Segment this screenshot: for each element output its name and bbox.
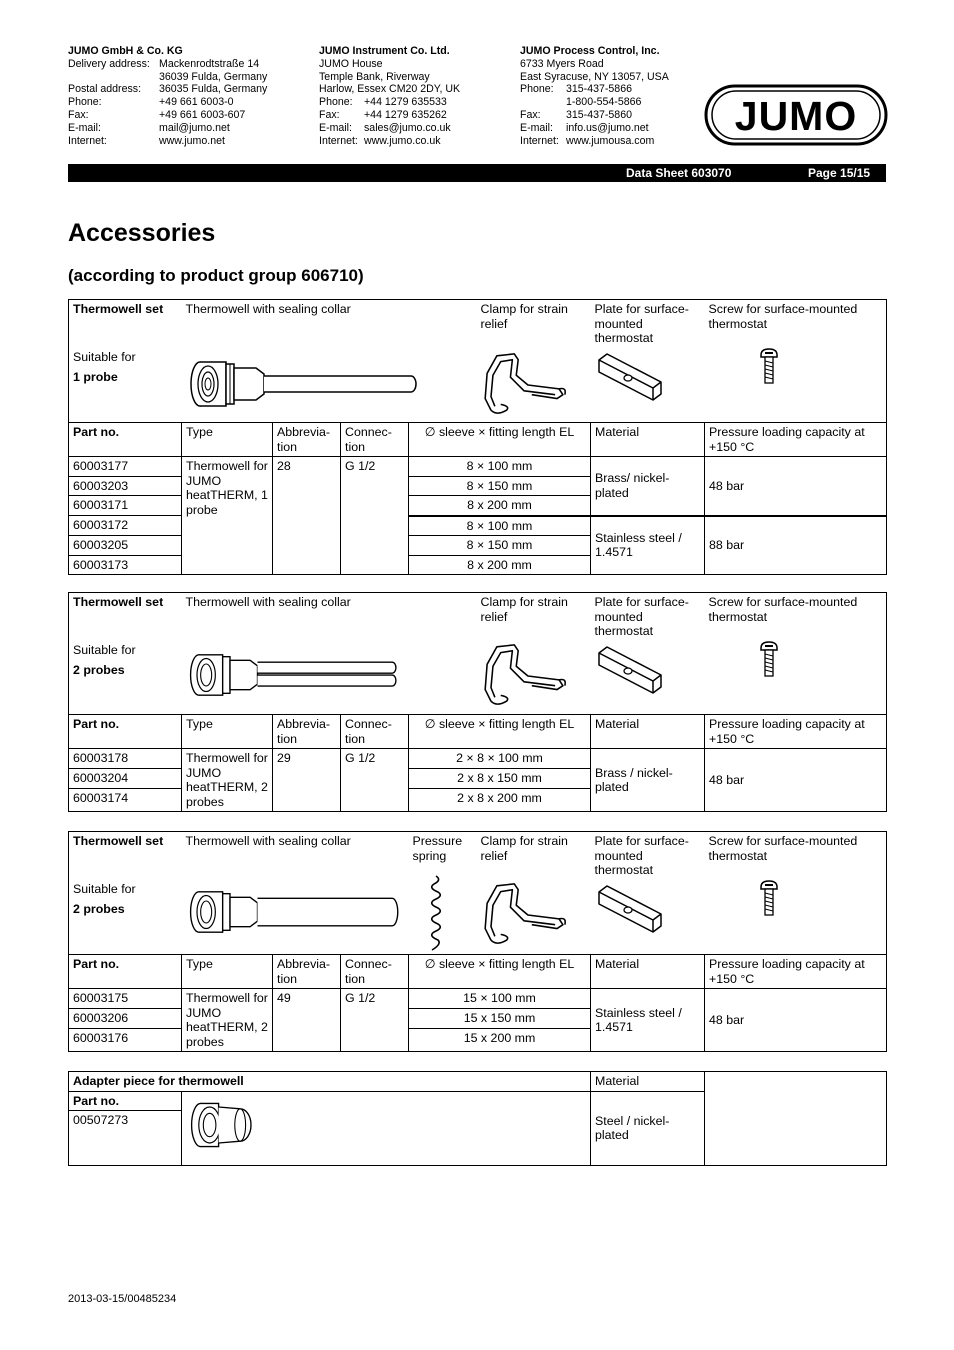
contact-value: +49 661 6003-0 bbox=[159, 96, 234, 109]
material-value: Stainless steel / 1.4571 bbox=[591, 989, 705, 1052]
plate-label: Plate for surface-mounted thermostat bbox=[594, 595, 689, 638]
contact-label: Internet: bbox=[520, 134, 559, 147]
clamp-icon bbox=[481, 350, 569, 418]
thermowell-set-label: Thermowell set bbox=[73, 302, 164, 316]
screw-label: Screw for surface-mounted thermostat bbox=[708, 595, 858, 624]
contact-value: www.jumo.co.uk bbox=[364, 134, 441, 147]
contact-value: www.jumo.net bbox=[159, 134, 225, 147]
screw-cell bbox=[705, 832, 887, 955]
col-pressure: Pressure loading capacity at +150 °C bbox=[705, 715, 887, 749]
screw-label: Screw for surface-mounted thermostat bbox=[708, 834, 858, 863]
col-material: Material bbox=[591, 955, 705, 989]
empty-cell bbox=[705, 1072, 887, 1166]
thermowell-table-2-probes-spring bbox=[68, 831, 887, 1052]
pressure-value: 48 bar bbox=[705, 457, 887, 516]
part-number: 60003177 bbox=[69, 457, 182, 477]
contact-value: 315-437-5860 bbox=[566, 108, 632, 121]
clamp-label: Clamp for strain relief bbox=[480, 302, 568, 331]
part-number: 00507273 bbox=[69, 1111, 182, 1166]
material-value: Steel / nickel-plated bbox=[591, 1091, 705, 1166]
page-title: Accessories bbox=[68, 219, 216, 247]
contact-row bbox=[520, 83, 710, 96]
column-header-row bbox=[69, 955, 887, 989]
contact-value: 36039 Fulda, Germany bbox=[159, 70, 268, 83]
contact-row bbox=[68, 58, 298, 71]
dimension: 15 × 100 mm bbox=[409, 989, 591, 1009]
col-abbreviation: Abbrevia-tion bbox=[273, 423, 341, 457]
address-line: Temple Bank, Riverway bbox=[319, 70, 430, 83]
thermowell-double-icon bbox=[186, 645, 406, 705]
plate-icon bbox=[595, 352, 665, 402]
contact-value: +44 1279 635533 bbox=[364, 96, 447, 109]
col-material: Material bbox=[591, 423, 705, 457]
thermowell-set-label: Thermowell set bbox=[73, 595, 164, 609]
col-type: Type bbox=[182, 955, 273, 989]
contact-row bbox=[319, 109, 519, 122]
page-subtitle: (according to product group 606710) bbox=[68, 266, 364, 285]
contact-label: E-mail: bbox=[520, 121, 553, 134]
col-connection: Connec-tion bbox=[341, 955, 409, 989]
part-number: 60003172 bbox=[69, 516, 182, 536]
column-header-row bbox=[69, 423, 887, 457]
logo-text: JUMO bbox=[734, 93, 858, 139]
contact-row bbox=[68, 71, 298, 84]
material-label: Material bbox=[591, 1072, 705, 1092]
material-value: Stainless steel / 1.4571 bbox=[591, 516, 705, 575]
thermowell-table-1-probe bbox=[68, 299, 887, 575]
plate-icon bbox=[595, 884, 665, 934]
contact-row bbox=[68, 96, 298, 109]
contact-row bbox=[520, 109, 710, 122]
thermowell-image-cell bbox=[182, 300, 591, 423]
screw-icon bbox=[759, 879, 779, 919]
contact-row bbox=[319, 122, 519, 135]
contact-value: +49 661 6003-607 bbox=[159, 108, 246, 121]
abbr-value: 28 bbox=[273, 457, 341, 575]
contact-label: Internet: bbox=[68, 134, 107, 147]
material-value: Brass / nickel-plated bbox=[591, 749, 705, 812]
company-name: JUMO GmbH & Co. KG bbox=[68, 45, 183, 57]
contact-label: Postal address: bbox=[68, 83, 142, 96]
col-type: Type bbox=[182, 423, 273, 457]
address-line: Harlow, Essex CM20 2DY, UK bbox=[319, 83, 461, 96]
company-name: JUMO Process Control, Inc. bbox=[520, 45, 660, 57]
dimension: 2 × 8 × 100 mm bbox=[409, 749, 591, 769]
thermowell-image-cell bbox=[182, 593, 591, 715]
table-row bbox=[69, 749, 887, 769]
plate-cell bbox=[591, 832, 705, 955]
thermowell-table-2-probes bbox=[68, 592, 887, 812]
contact-label: E-mail: bbox=[319, 121, 352, 134]
part-no-label: Part no. bbox=[73, 1093, 120, 1108]
col-part-no: Part no. bbox=[73, 957, 120, 971]
footer-doc-id: 2013-03-15/00485234 bbox=[68, 1293, 177, 1305]
dimension: 8 × 150 mm bbox=[409, 536, 591, 556]
address-line: 6733 Myers Road bbox=[520, 57, 604, 70]
suitable-for-label: Suitable for bbox=[73, 349, 136, 364]
contact-label bbox=[68, 71, 159, 84]
col-sleeve: ∅ sleeve × fitting length EL bbox=[409, 715, 591, 749]
dimension: 2 x 8 x 150 mm bbox=[409, 769, 591, 789]
abbr-value: 49 bbox=[273, 989, 341, 1052]
part-number: 60003173 bbox=[69, 555, 182, 575]
plate-icon bbox=[595, 645, 665, 695]
contact-row bbox=[68, 109, 298, 122]
data-sheet-number: Data Sheet 603070 bbox=[626, 166, 732, 180]
screw-cell bbox=[705, 593, 887, 715]
clamp-icon bbox=[481, 880, 569, 948]
plate-label: Plate for surface-mounted thermostat bbox=[594, 302, 689, 345]
part-number: 60003171 bbox=[69, 496, 182, 516]
abbr-value: 29 bbox=[273, 749, 341, 812]
set-label-cell bbox=[69, 832, 182, 955]
col-connection: Connec-tion bbox=[341, 423, 409, 457]
contact-label: Phone: bbox=[68, 96, 102, 109]
contact-row bbox=[68, 83, 298, 96]
contact-label: Delivery address: bbox=[68, 57, 150, 70]
data-sheet-bar bbox=[68, 164, 886, 182]
table-row bbox=[69, 989, 887, 1009]
adapter-table bbox=[68, 1071, 887, 1166]
dimension: 8 × 150 mm bbox=[409, 476, 591, 496]
contact-label: Fax: bbox=[68, 108, 89, 121]
plate-cell bbox=[591, 593, 705, 715]
contact-row bbox=[520, 135, 710, 148]
screw-icon bbox=[759, 347, 779, 387]
adapter-title: Adapter piece for thermowell bbox=[73, 1074, 244, 1088]
set-label-cell bbox=[69, 300, 182, 423]
jumo-logo bbox=[704, 84, 888, 146]
screw-label: Screw for surface-mounted thermostat bbox=[708, 302, 858, 331]
suitable-for-label: Suitable for bbox=[73, 881, 136, 896]
dimension: 2 x 8 x 200 mm bbox=[409, 789, 591, 812]
pressure-spring-label: Pressure spring bbox=[412, 834, 463, 863]
part-number: 60003205 bbox=[69, 536, 182, 556]
type-value: Thermowell for JUMO heatTHERM, 2 probes bbox=[182, 749, 273, 812]
adapter-icon bbox=[188, 1094, 260, 1156]
plate-label: Plate for surface-mounted thermostat bbox=[594, 834, 689, 877]
screw-cell bbox=[705, 300, 887, 423]
contact-label: E-mail: bbox=[68, 121, 101, 134]
address-line: JUMO House bbox=[319, 57, 383, 70]
clamp-icon bbox=[481, 641, 569, 709]
contact-value: 315-437-5866 bbox=[566, 83, 632, 96]
col-abbreviation: Abbrevia-tion bbox=[273, 955, 341, 989]
dimension: 8 x 200 mm bbox=[409, 496, 591, 516]
part-number: 60003176 bbox=[69, 1029, 182, 1052]
suitable-value: 1 probe bbox=[73, 370, 118, 384]
col-part-no: Part no. bbox=[73, 717, 120, 731]
contact-label: Fax: bbox=[319, 108, 340, 121]
col-type: Type bbox=[182, 715, 273, 749]
contact-row bbox=[319, 135, 519, 148]
company-block-usa bbox=[520, 45, 710, 147]
thermowell-collar-label: Thermowell with sealing collar bbox=[185, 302, 351, 316]
thermowell-collar-label: Thermowell with sealing collar bbox=[185, 834, 351, 848]
conn-value: G 1/2 bbox=[341, 749, 409, 812]
thermowell-icon bbox=[186, 882, 406, 942]
company-block-germany bbox=[68, 45, 298, 147]
dimension: 15 x 150 mm bbox=[409, 1009, 591, 1029]
column-header-row bbox=[69, 715, 887, 749]
thermowell-set-label: Thermowell set bbox=[73, 834, 164, 848]
col-part-no: Part no. bbox=[73, 425, 120, 439]
dimension: 8 x 200 mm bbox=[409, 555, 591, 575]
adapter-image-cell bbox=[182, 1091, 591, 1166]
part-number: 60003174 bbox=[69, 789, 182, 812]
contact-row bbox=[319, 96, 519, 109]
contact-value: +44 1279 635262 bbox=[364, 108, 447, 121]
screw-icon bbox=[759, 640, 779, 680]
clamp-label: Clamp for strain relief bbox=[480, 834, 568, 863]
address-line: East Syracuse, NY 13057, USA bbox=[520, 70, 669, 83]
contact-row bbox=[520, 96, 710, 109]
col-material: Material bbox=[591, 715, 705, 749]
contact-value: sales@jumo.co.uk bbox=[364, 121, 451, 134]
contact-value: 1-800-554-5866 bbox=[566, 96, 642, 109]
type-value: Thermowell for JUMO heatTHERM, 2 probes bbox=[182, 989, 273, 1052]
suitable-for-label: Suitable for bbox=[73, 642, 136, 657]
contact-label bbox=[520, 96, 566, 109]
contact-label: Phone: bbox=[319, 96, 353, 109]
pressure-value: 48 bar bbox=[705, 749, 887, 812]
part-number: 60003206 bbox=[69, 1009, 182, 1029]
clamp-label: Clamp for strain relief bbox=[480, 595, 568, 624]
contact-value: mail@jumo.net bbox=[159, 121, 230, 134]
contact-label: Internet: bbox=[319, 134, 358, 147]
suitable-value: 2 probes bbox=[73, 663, 125, 677]
col-sleeve: ∅ sleeve × fitting length EL bbox=[409, 423, 591, 457]
part-number: 60003175 bbox=[69, 989, 182, 1009]
part-number: 60003178 bbox=[69, 749, 182, 769]
pressure-value: 48 bar bbox=[705, 989, 887, 1052]
col-abbreviation: Abbrevia-tion bbox=[273, 715, 341, 749]
col-connection: Connec-tion bbox=[341, 715, 409, 749]
table-row bbox=[69, 457, 887, 477]
conn-value: G 1/2 bbox=[341, 457, 409, 575]
contact-value: 36035 Fulda, Germany bbox=[159, 83, 268, 96]
plate-cell bbox=[591, 300, 705, 423]
contact-row bbox=[68, 135, 298, 148]
set-label-cell bbox=[69, 593, 182, 715]
conn-value: G 1/2 bbox=[341, 989, 409, 1052]
contact-label: Fax: bbox=[520, 108, 541, 121]
contact-value: www.jumousa.com bbox=[566, 134, 655, 147]
col-pressure: Pressure loading capacity at +150 °C bbox=[705, 423, 887, 457]
dimension: 8 × 100 mm bbox=[409, 516, 591, 536]
dimension: 8 × 100 mm bbox=[409, 457, 591, 477]
part-number: 60003204 bbox=[69, 769, 182, 789]
part-number: 60003203 bbox=[69, 476, 182, 496]
contact-row bbox=[68, 122, 298, 135]
col-sleeve: ∅ sleeve × fitting length EL bbox=[409, 955, 591, 989]
contact-row bbox=[520, 122, 710, 135]
thermowell-image-cell bbox=[182, 832, 591, 955]
suitable-value: 2 probes bbox=[73, 902, 125, 916]
pressure-spring-icon bbox=[426, 874, 446, 954]
thermowell-icon bbox=[186, 354, 426, 414]
pressure-value: 88 bar bbox=[705, 516, 887, 575]
contact-value: info.us@jumo.net bbox=[566, 121, 649, 134]
company-name: JUMO Instrument Co. Ltd. bbox=[319, 45, 450, 57]
contact-label: Phone: bbox=[520, 83, 554, 96]
contact-value: Mackenrodtstraße 14 bbox=[159, 57, 260, 70]
company-block-uk bbox=[319, 45, 519, 147]
col-pressure: Pressure loading capacity at +150 °C bbox=[705, 955, 887, 989]
thermowell-collar-label: Thermowell with sealing collar bbox=[185, 595, 351, 609]
type-value: Thermowell for JUMO heatTHERM, 1 probe bbox=[182, 457, 273, 575]
dimension: 15 x 200 mm bbox=[409, 1029, 591, 1052]
page-number: Page 15/15 bbox=[808, 166, 871, 180]
material-value: Brass/ nickel-plated bbox=[591, 457, 705, 516]
